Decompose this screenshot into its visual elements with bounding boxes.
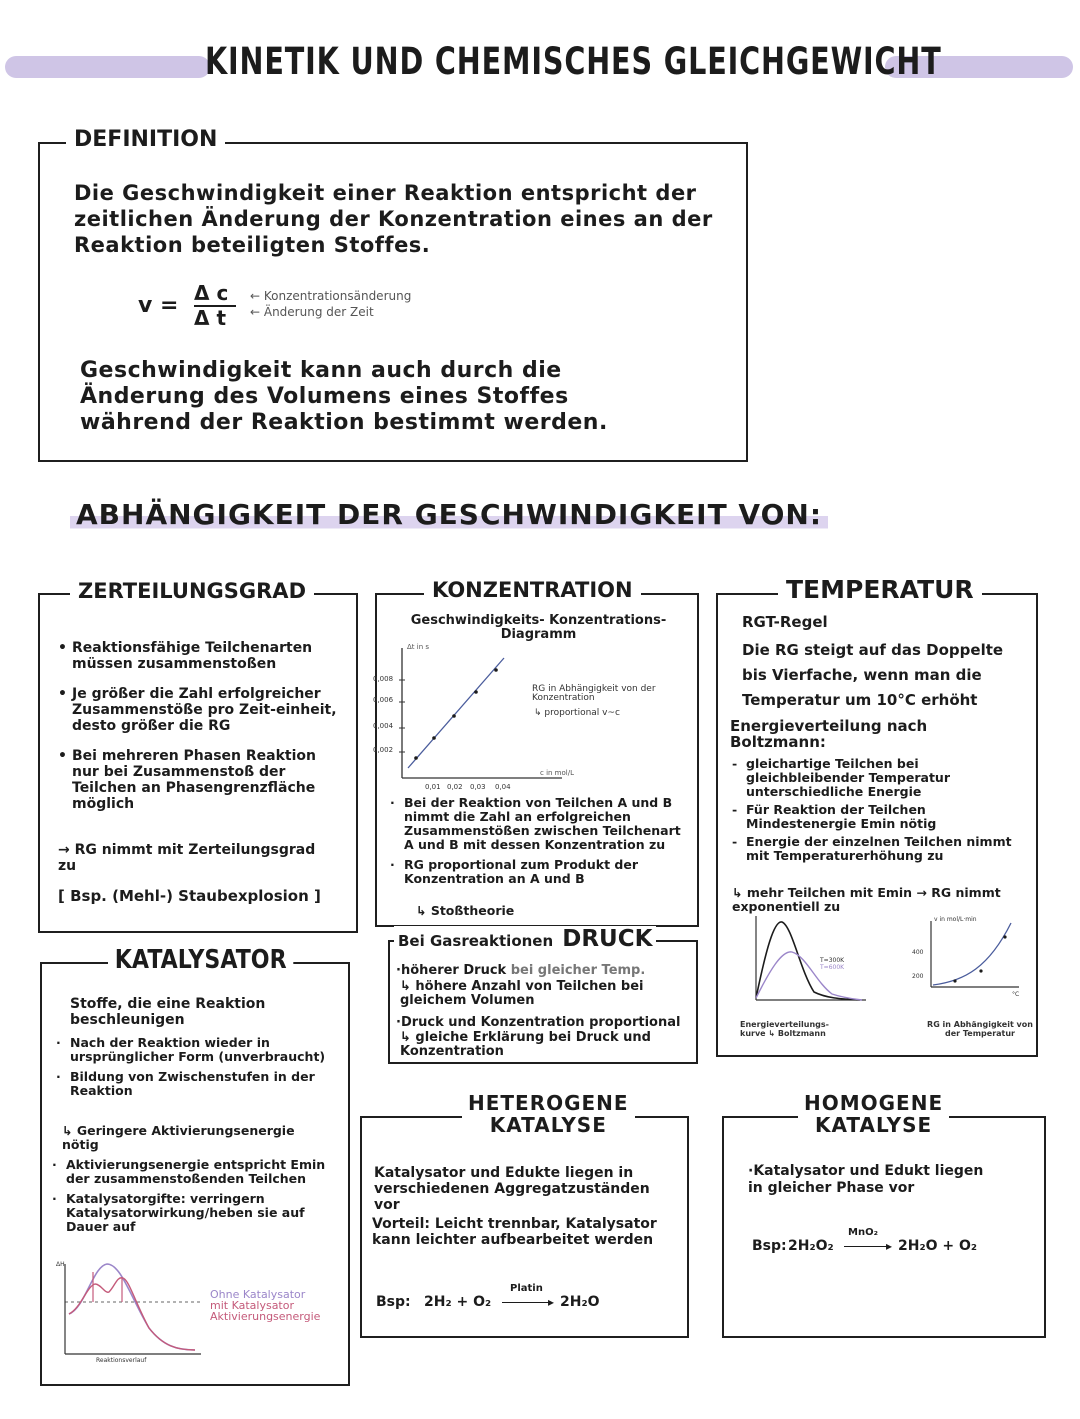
rg-temp-caption: RG in Abhängigkeit von der Temperatur (927, 1020, 1033, 1038)
temperatur-heading: TEMPERATUR (778, 575, 982, 604)
exp-curve (933, 923, 1011, 985)
boltzmann-legend-1: T=300K (820, 957, 845, 964)
denominator-note: ← Änderung der Zeit (250, 305, 374, 319)
graph-note-2: ↳ proportional v~c (534, 708, 620, 718)
definition-text: Die Geschwindigkeit einer Reaktion entspricht der zeitlichen Änderung der Konzentration eines an der Reaktion beteiligten Stoffes. (74, 181, 713, 257)
page-title: KINETIK UND CHEMISCHES GLEICHGEWICHT (205, 40, 942, 83)
rgt-text: Die RG steigt auf das Doppelte bis Vierfache, wenn man die Temperatur um 10°C erhöht (742, 641, 1004, 709)
boltzmann-caption: Energieverteilungs-kurve ↳ Boltzmann (740, 1020, 829, 1038)
list-item: • Reaktionsfähige Teilchenarten müssen zusammenstoßen (58, 640, 346, 672)
zerteilungsgrad-heading: ZERTEILUNGSGRAD (70, 579, 314, 603)
formula-numerator: Δ c (194, 281, 229, 305)
katalysator-heading: KATALYSATOR (108, 945, 293, 975)
druck-intro: Bei Gasreaktionen (398, 932, 554, 950)
data-point (414, 756, 418, 760)
rgt-title: RGT-Regel (742, 613, 828, 631)
boltzmann-graph (740, 910, 870, 1020)
heterogen-heading-1: HETEROGENE (468, 1091, 629, 1115)
activation-x-label: Reaktionsverlauf (96, 1357, 147, 1364)
heterogen-heading-2: KATALYSE (489, 1113, 607, 1137)
legend-mit: mit Katalysator (210, 1299, 294, 1312)
rg-temp-tick: 200 (912, 973, 924, 980)
reaction-arrowhead: ▸ (548, 1295, 555, 1309)
formula-v: v = (138, 293, 179, 318)
trend-line (408, 658, 504, 768)
list-item: · Bei der Reaktion von Teilchen A und B nimmt die Zahl an erfolgreichen Zusammenstößen zwischen Teilchenart A und B mit dessen Konzentration zu (390, 796, 686, 852)
data-point (953, 979, 956, 982)
numerator-note: ← Konzentrationsänderung (250, 289, 412, 303)
homogen-heading-2: KATALYSE (814, 1113, 933, 1137)
druck-line-1b: bei gleicher Temp. (510, 963, 646, 978)
example-right: 2H₂O + O₂ (898, 1238, 978, 1254)
list-item: • Bei mehreren Phasen Reaktion nur bei Zusammenstoß der Teilchen an Phasengrenzfläche möglich (58, 748, 346, 812)
vorteil-label: Vorteil: (372, 1216, 430, 1232)
data-point (1003, 935, 1006, 938)
temperatur-bullets (732, 757, 1022, 867)
curve-600k (756, 952, 862, 1000)
zerteilungsgrad-example: [ Bsp. (Mehl-) Staubexplosion ] (58, 887, 321, 905)
example-label: Bsp: (752, 1238, 787, 1254)
homogen-heading-1: HOMOGENE (804, 1091, 944, 1115)
y-tick-label: 0,006 (373, 696, 394, 704)
konzentration-bullets (390, 796, 686, 888)
heterogen-example (376, 1284, 676, 1324)
curve-ohne-katalysator (69, 1264, 195, 1350)
boltzmann-title: Energieverteilung nach Boltzmann: (730, 717, 928, 751)
data-point (432, 736, 436, 740)
rg-temp-x-label: °C (1012, 991, 1020, 998)
list-item: · Nach der Reaktion wieder in ursprünglicher Form (unverbraucht) (56, 1036, 326, 1064)
boltzmann-legend-2: T=600K (820, 964, 845, 971)
data-point (452, 714, 456, 718)
heterogen-text: Katalysator und Edukte liegen in verschiedenen Aggregatzuständen vor (374, 1165, 650, 1213)
diagram-title: Geschwindigkeits- Konzentrations-Diagramm (410, 613, 667, 642)
zerteilungsgrad-arrow-note: → RG nimmt mit Zerteilungsgrad zu (58, 842, 316, 874)
list-item: · RG proportional zum Produkt der Konzentration an A und B (390, 858, 686, 886)
katalysator-intro: Stoffe, die eine Reaktion beschleunigen (70, 996, 266, 1028)
list-item: - Energie der einzelnen Teilchen nimmt mit Temperaturerhöhung zu (732, 835, 1022, 863)
druck-heading: DRUCK (562, 926, 653, 952)
x-tick-label: 0,01 (425, 783, 441, 791)
legend-ohne: Ohne Katalysator (210, 1288, 306, 1301)
title-stripe-left (5, 56, 210, 78)
reaction-arrow (844, 1246, 890, 1247)
druck-heading-wrap (394, 926, 656, 952)
example-left: 2H₂ + O₂ (424, 1294, 492, 1310)
volume-text: Geschwindigkeit kann auch durch die Änderung des Volumens eines Stoffes während der Reaktion bestimmt werden. (80, 358, 608, 435)
x-tick-label: 0,02 (447, 783, 463, 791)
formula-denominator: Δ t (194, 306, 227, 330)
reaction-arrowhead: ▸ (886, 1239, 893, 1253)
katalysator-arrow: ↳ Geringere Aktivierungsenergie nötig (62, 1123, 295, 1152)
data-point (979, 969, 982, 972)
legend-aktivierung: Aktivierungsenergie (210, 1310, 321, 1323)
example-label: Bsp: (376, 1294, 411, 1310)
example-right: 2H₂O (560, 1294, 600, 1310)
druck-line-1 (396, 964, 692, 978)
temperatur-conclusion: ↳ mehr Teilchen mit Emin → RG nimmt exponentiell zu (732, 885, 1001, 914)
list-item: • Je größer die Zahl erfolgreicher Zusammenstöße pro Zeit-einheit, desto größer die RG (58, 686, 346, 734)
curve-300k (756, 922, 860, 1000)
x-tick-label: 0,03 (470, 783, 486, 791)
list-item: - Für Reaktion der Teilchen Mindestenergie Emin nötig (732, 803, 1022, 831)
x-tick-label: 0,04 (495, 783, 511, 791)
druck-line-3: ·Druck und Konzentration proportional (396, 1015, 681, 1030)
list-item: · Katalysatorgifte: verringern Katalysatorwirkung/heben sie auf Dauer auf (52, 1192, 336, 1234)
homogen-text: ·Katalysator und Edukt liegen in gleicher Phase vor (748, 1163, 984, 1196)
definition-heading: DEFINITION (66, 127, 225, 152)
x-axis-label: c in mol/L (540, 769, 574, 777)
y-tick-label: 0,004 (373, 722, 394, 730)
rg-temp-y-label: v in mol/L·min (934, 916, 977, 923)
dependency-heading: ABHÄNGIGKEIT DER GESCHWINDIGKEIT VON: (70, 498, 828, 531)
example-left: 2H₂O₂ (788, 1238, 834, 1254)
example-catalyst: MnO₂ (848, 1227, 878, 1238)
list-item: - gleichartige Teilchen bei gleichbleibender Temperatur unterschiedliche Energie (732, 757, 1022, 799)
konzentration-heading: KONZENTRATION (424, 578, 641, 602)
heterogen-heading-wrap (462, 1092, 635, 1136)
druck-line-1a: ·höherer Druck (396, 963, 511, 978)
activation-y-label: ΔH (56, 1261, 65, 1268)
zerteilungsgrad-bullets (58, 640, 346, 826)
katalysator-bullets-2 (52, 1158, 336, 1234)
druck-line-2: ↳ höhere Anzahl von Teilchen bei gleichem Volumen (400, 979, 644, 1008)
rg-temperature-graph (915, 915, 1025, 1015)
stosstheorie-note: ↳ Stoßtheorie (416, 903, 515, 918)
homogen-heading-wrap (798, 1092, 949, 1136)
graph-note-1: RG in Abhängigkeit von der Konzentration (532, 684, 656, 703)
reaction-arrow (502, 1302, 552, 1303)
y-axis-label: Δt in s (407, 643, 430, 651)
data-point (494, 668, 498, 672)
activation-energy-graph (55, 1258, 205, 1363)
example-catalyst: Platin (510, 1283, 543, 1294)
list-item: · Aktivierungsenergie entspricht Emin der zusammenstoßenden Teilchen (52, 1158, 336, 1186)
rg-temp-tick: 400 (912, 949, 924, 956)
katalysator-bullets (56, 1036, 326, 1098)
homogen-example (752, 1226, 1032, 1266)
druck-line-4: ↳ gleiche Erklärung bei Druck und Konzentration (400, 1030, 651, 1059)
velocity-formula (138, 283, 458, 331)
heterogen-vorteil (372, 1216, 672, 1248)
list-item: · Bildung von Zwischenstufen in der Reaktion (56, 1070, 326, 1098)
y-tick-label: 0,008 (373, 675, 394, 683)
data-point (474, 690, 478, 694)
y-tick-label: 0,002 (373, 746, 394, 754)
vorteil-text: Leicht trennbar, Katalysator kann leichter aufbearbeitet werden (372, 1216, 657, 1248)
